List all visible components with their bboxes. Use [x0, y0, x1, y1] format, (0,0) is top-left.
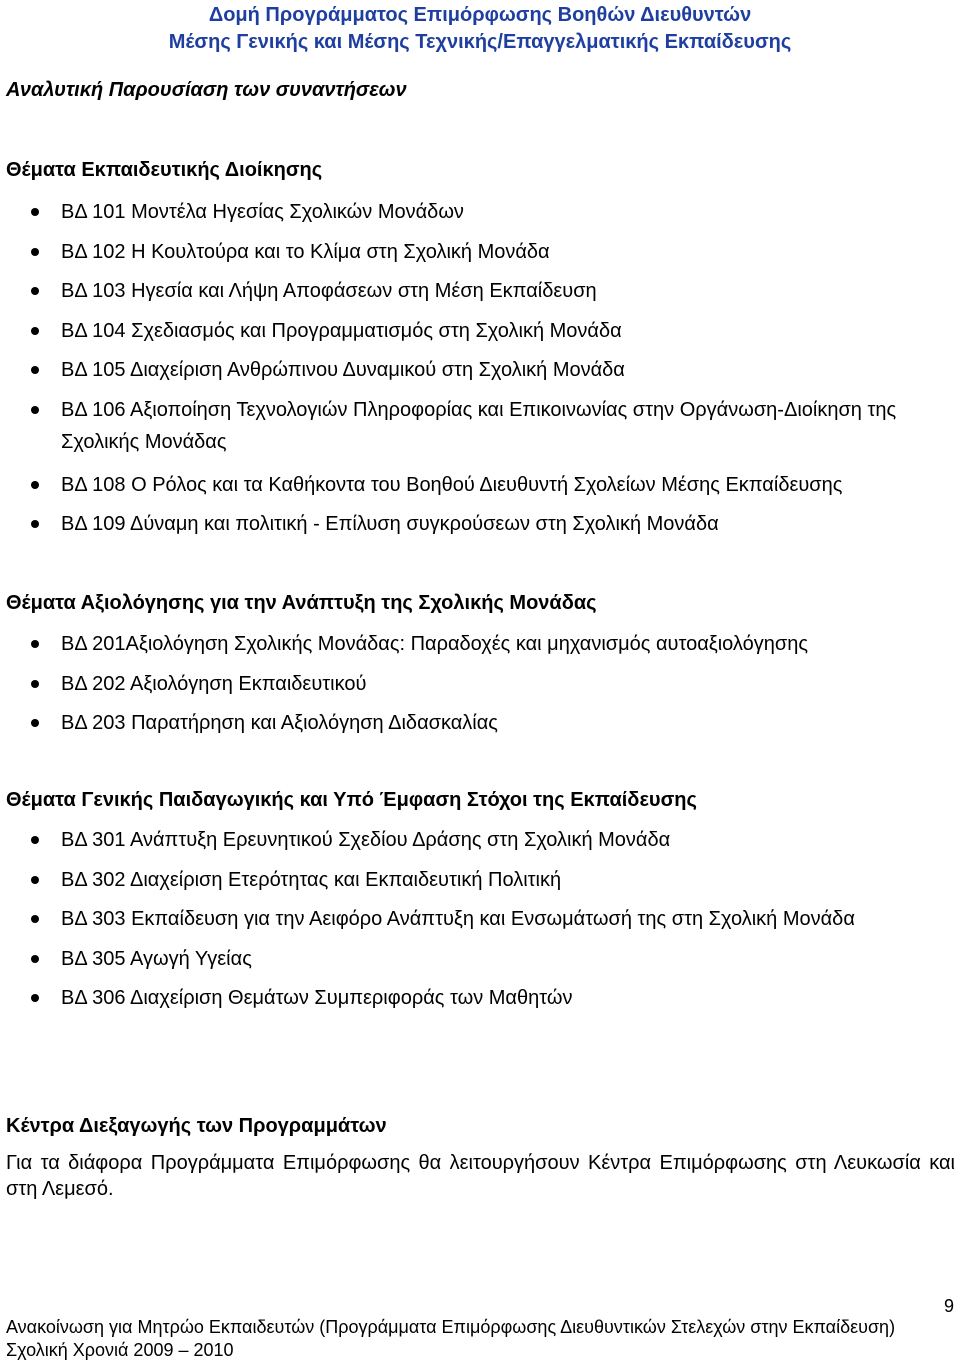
section-heading-evaluation: Θέματα Αξιολόγησης για την Ανάπτυξη της Σχολικής Μονάδας	[6, 592, 597, 614]
list-item: ΒΔ 202 Αξιολόγηση Εκπαιδευτικού	[0, 672, 808, 712]
bullet-icon	[31, 680, 39, 688]
evaluation-list	[0, 632, 808, 751]
section-heading-administration: Θέματα Εκπαιδευτικής Διοίκησης	[6, 159, 323, 181]
list-item: ΒΔ 203 Παρατήρηση και Αξιολόγηση Διδασκαλίας	[0, 711, 808, 751]
bullet-icon	[31, 248, 39, 256]
document-header	[0, 2, 960, 56]
list-item: ΒΔ 201Αξιολόγηση Σχολικής Μονάδας: Παραδοχές και μηχανισμός αυτοαξιολόγησης	[0, 632, 808, 672]
list-item: ΒΔ 102 Η Κουλτούρα και το Κλίμα στη Σχολική Μονάδα	[0, 240, 960, 280]
bullet-icon	[31, 406, 39, 414]
bullet-icon	[31, 287, 39, 295]
list-item: ΒΔ 103 Ηγεσία και Λήψη Αποφάσεων στη Μέση Εκπαίδευση	[0, 279, 960, 319]
list-item: ΒΔ 109 Δύναμη και πολιτική - Επίλυση συγκρούσεων στη Σχολική Μονάδα	[0, 512, 960, 552]
bullet-icon	[31, 915, 39, 923]
list-item: ΒΔ 305 Αγωγή Υγείας	[0, 947, 855, 987]
centres-heading: Κέντρα Διεξαγωγής των Προγραμμάτων	[6, 1115, 387, 1137]
bullet-icon	[31, 366, 39, 374]
bullet-icon	[31, 836, 39, 844]
bullet-icon	[31, 994, 39, 1002]
subtitle: Αναλυτική Παρουσίαση των συναντήσεων	[6, 79, 407, 101]
administration-list	[0, 200, 960, 552]
list-item: ΒΔ 306 Διαχείριση Θεμάτων Συμπεριφοράς των Μαθητών	[0, 986, 855, 1026]
bullet-icon	[31, 719, 39, 727]
header-line-1: Δομή Προγράμματος Επιμόρφωσης Βοηθών Διευθυντών	[208, 4, 752, 26]
header-line-2: Μέσης Γενικής και Μέσης Τεχνικής/Επαγγελματικής Εκπαίδευσης	[168, 31, 792, 53]
page-number: 9	[943, 1296, 954, 1316]
bullet-icon	[31, 955, 39, 963]
centres-paragraph: Για τα διάφορα Προγράμματα Επιμόρφωσης θα λειτουργήσουν Κέντρα Επιμόρφωσης στη Λευκωσία και στη Λεμεσό.	[6, 1152, 955, 1200]
list-item: ΒΔ 101 Μοντέλα Ηγεσίας Σχολικών Μονάδων	[0, 200, 960, 240]
footer-line-2: Σχολική Χρονιά 2009 – 2010	[6, 1340, 234, 1360]
list-item: ΒΔ 106 Αξιοποίηση Τεχνολογιών Πληροφορίας και Επικοινωνίας στην Οργάνωση-Διοίκηση της Σχολικής Μονάδας	[0, 394, 960, 458]
list-item: ΒΔ 303 Εκπαίδευση για την Αειφόρο Ανάπτυξη και Ενσωμάτωσή της στη Σχολική Μονάδα	[0, 907, 855, 947]
list-item: ΒΔ 105 Διαχείριση Ανθρώπινου Δυναμικού στη Σχολική Μονάδα	[0, 358, 960, 398]
list-item: ΒΔ 301 Ανάπτυξη Ερευνητικού Σχεδίου Δράσης στη Σχολική Μονάδα	[0, 828, 855, 868]
footer-line-1: Ανακοίνωση για Μητρώο Εκπαιδευτών (Προγράμματα Επιμόρφωσης Διευθυντικών Στελεχών στην Εκπαίδευση)	[6, 1317, 896, 1337]
section-heading-pedagogy: Θέματα Γενικής Παιδαγωγικής και Υπό Έμφαση Στόχοι της Εκπαίδευσης	[6, 789, 697, 811]
bullet-icon	[31, 208, 39, 216]
bullet-icon	[31, 520, 39, 528]
bullet-icon	[31, 640, 39, 648]
bullet-icon	[31, 327, 39, 335]
pedagogy-list	[0, 828, 855, 1026]
page-footer	[6, 1316, 895, 1360]
list-item: ΒΔ 104 Σχεδιασμός και Προγραμματισμός στη Σχολική Μονάδα	[0, 319, 960, 359]
list-item: ΒΔ 302 Διαχείριση Ετερότητας και Εκπαιδευτική Πολιτική	[0, 868, 855, 908]
list-item: ΒΔ 108 Ο Ρόλος και τα Καθήκοντα του Βοηθού Διευθυντή Σχολείων Μέσης Εκπαίδευσης	[0, 473, 960, 513]
bullet-icon	[31, 876, 39, 884]
bullet-icon	[31, 481, 39, 489]
